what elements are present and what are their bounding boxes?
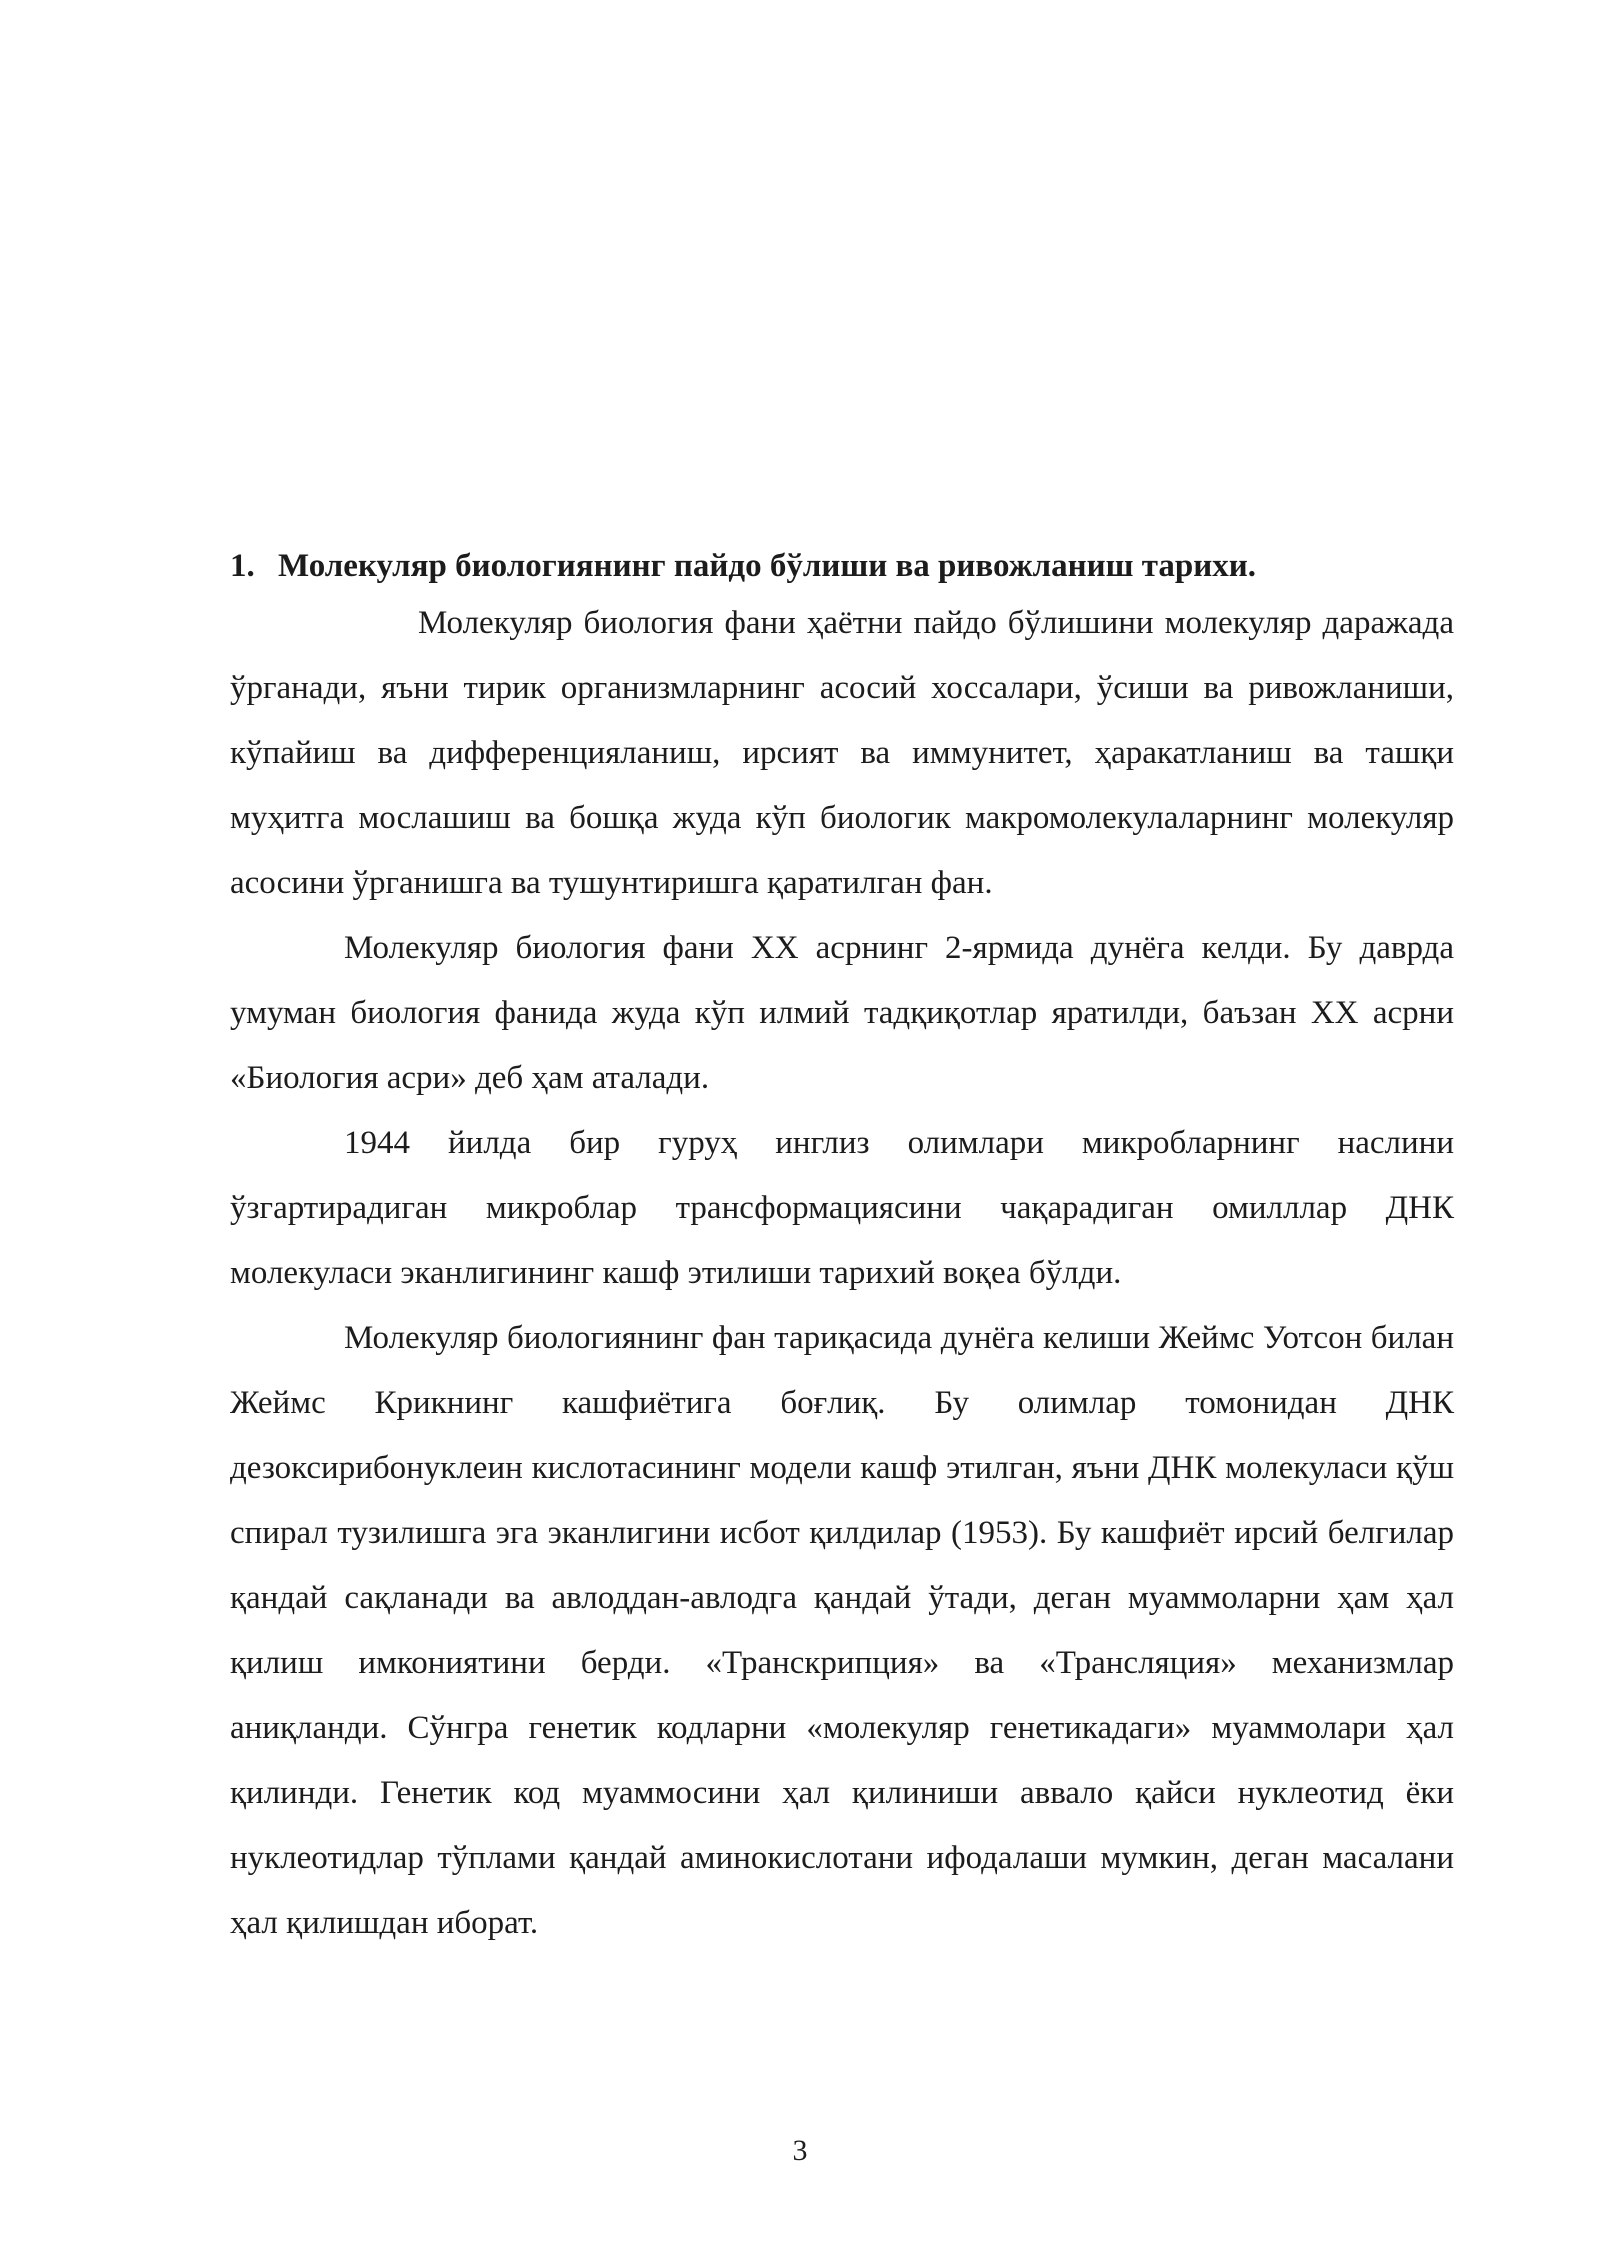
paragraph-1: Молекуляр биология фани ҳаётни пайдо бўлишини молекуляр даражада ўрганади, яъни тирик организмларнинг асосий хоссалари, ўсиши ва ривожланиши, кўпайиш ва дифференцияланиш, ирсият ва иммунитет, ҳаракатланиш ва ташқи муҳитга мослашиш ва бошқа жуда кўп биологик макромолекулаларнинг молекуляр асосини ўрганишга ва тушунтиришга қаратилган фан.	[230, 605, 1454, 901]
paragraph-2: Молекуляр биология фани ХХ асрнинг 2-ярмида дунёга келди. Бу даврда умуман биология фанида жуда кўп илмий тадқиқотлар яратилди, баъзан ХХ асрни «Биология асри» деб ҳам аталади.	[230, 930, 1454, 1096]
section-heading	[230, 541, 1454, 591]
section-heading-number: 1.	[230, 548, 255, 584]
page-number: 3	[792, 2134, 808, 2167]
page-content	[230, 541, 1454, 1956]
paragraph-4: Молекуляр биологиянинг фан тариқасида дунёга келиши Жеймс Уотсон билан Жеймс Крикнинг кашфиётига боғлиқ. Бу олимлар томонидан ДНК дезоксирибонуклеин кислотасининг модели кашф этилган, яъни ДНК молекуласи қўш спирал тузилишга эга эканлигини исбот қилдилар (1953). Бу кашфиёт ирсий белгилар қандай сақланади ва авлоддан-авлодга қандай ўтади, деган муаммоларни ҳам ҳал қилиш имкониятини берди. «Транскрипция» ва «Трансляция» механизмлар аниқланди. Сўнгра генетик кодларни «молекуляр генетикадаги» муаммолари ҳал қилинди. Генетик код муаммосини ҳал қилиниши аввало қайси нуклеотид ёки нуклеотидлар тўплами қандай аминокислотани ифодалаши мумкин, деган масалани ҳал қилишдан иборат.	[230, 1320, 1454, 1941]
paragraph-3: 1944 йилда бир гуруҳ инглиз олимлари микробларнинг наслини ўзгартирадиган микроблар трансформациясини чақарадиган омилллар ДНК молекуласи эканлигининг кашф этилиши тарихий воқеа бўлди.	[230, 1125, 1454, 1291]
section-heading-text: Молекуляр биологиянинг пайдо бўлиши ва ривожланиш тарихи.	[278, 548, 1257, 584]
